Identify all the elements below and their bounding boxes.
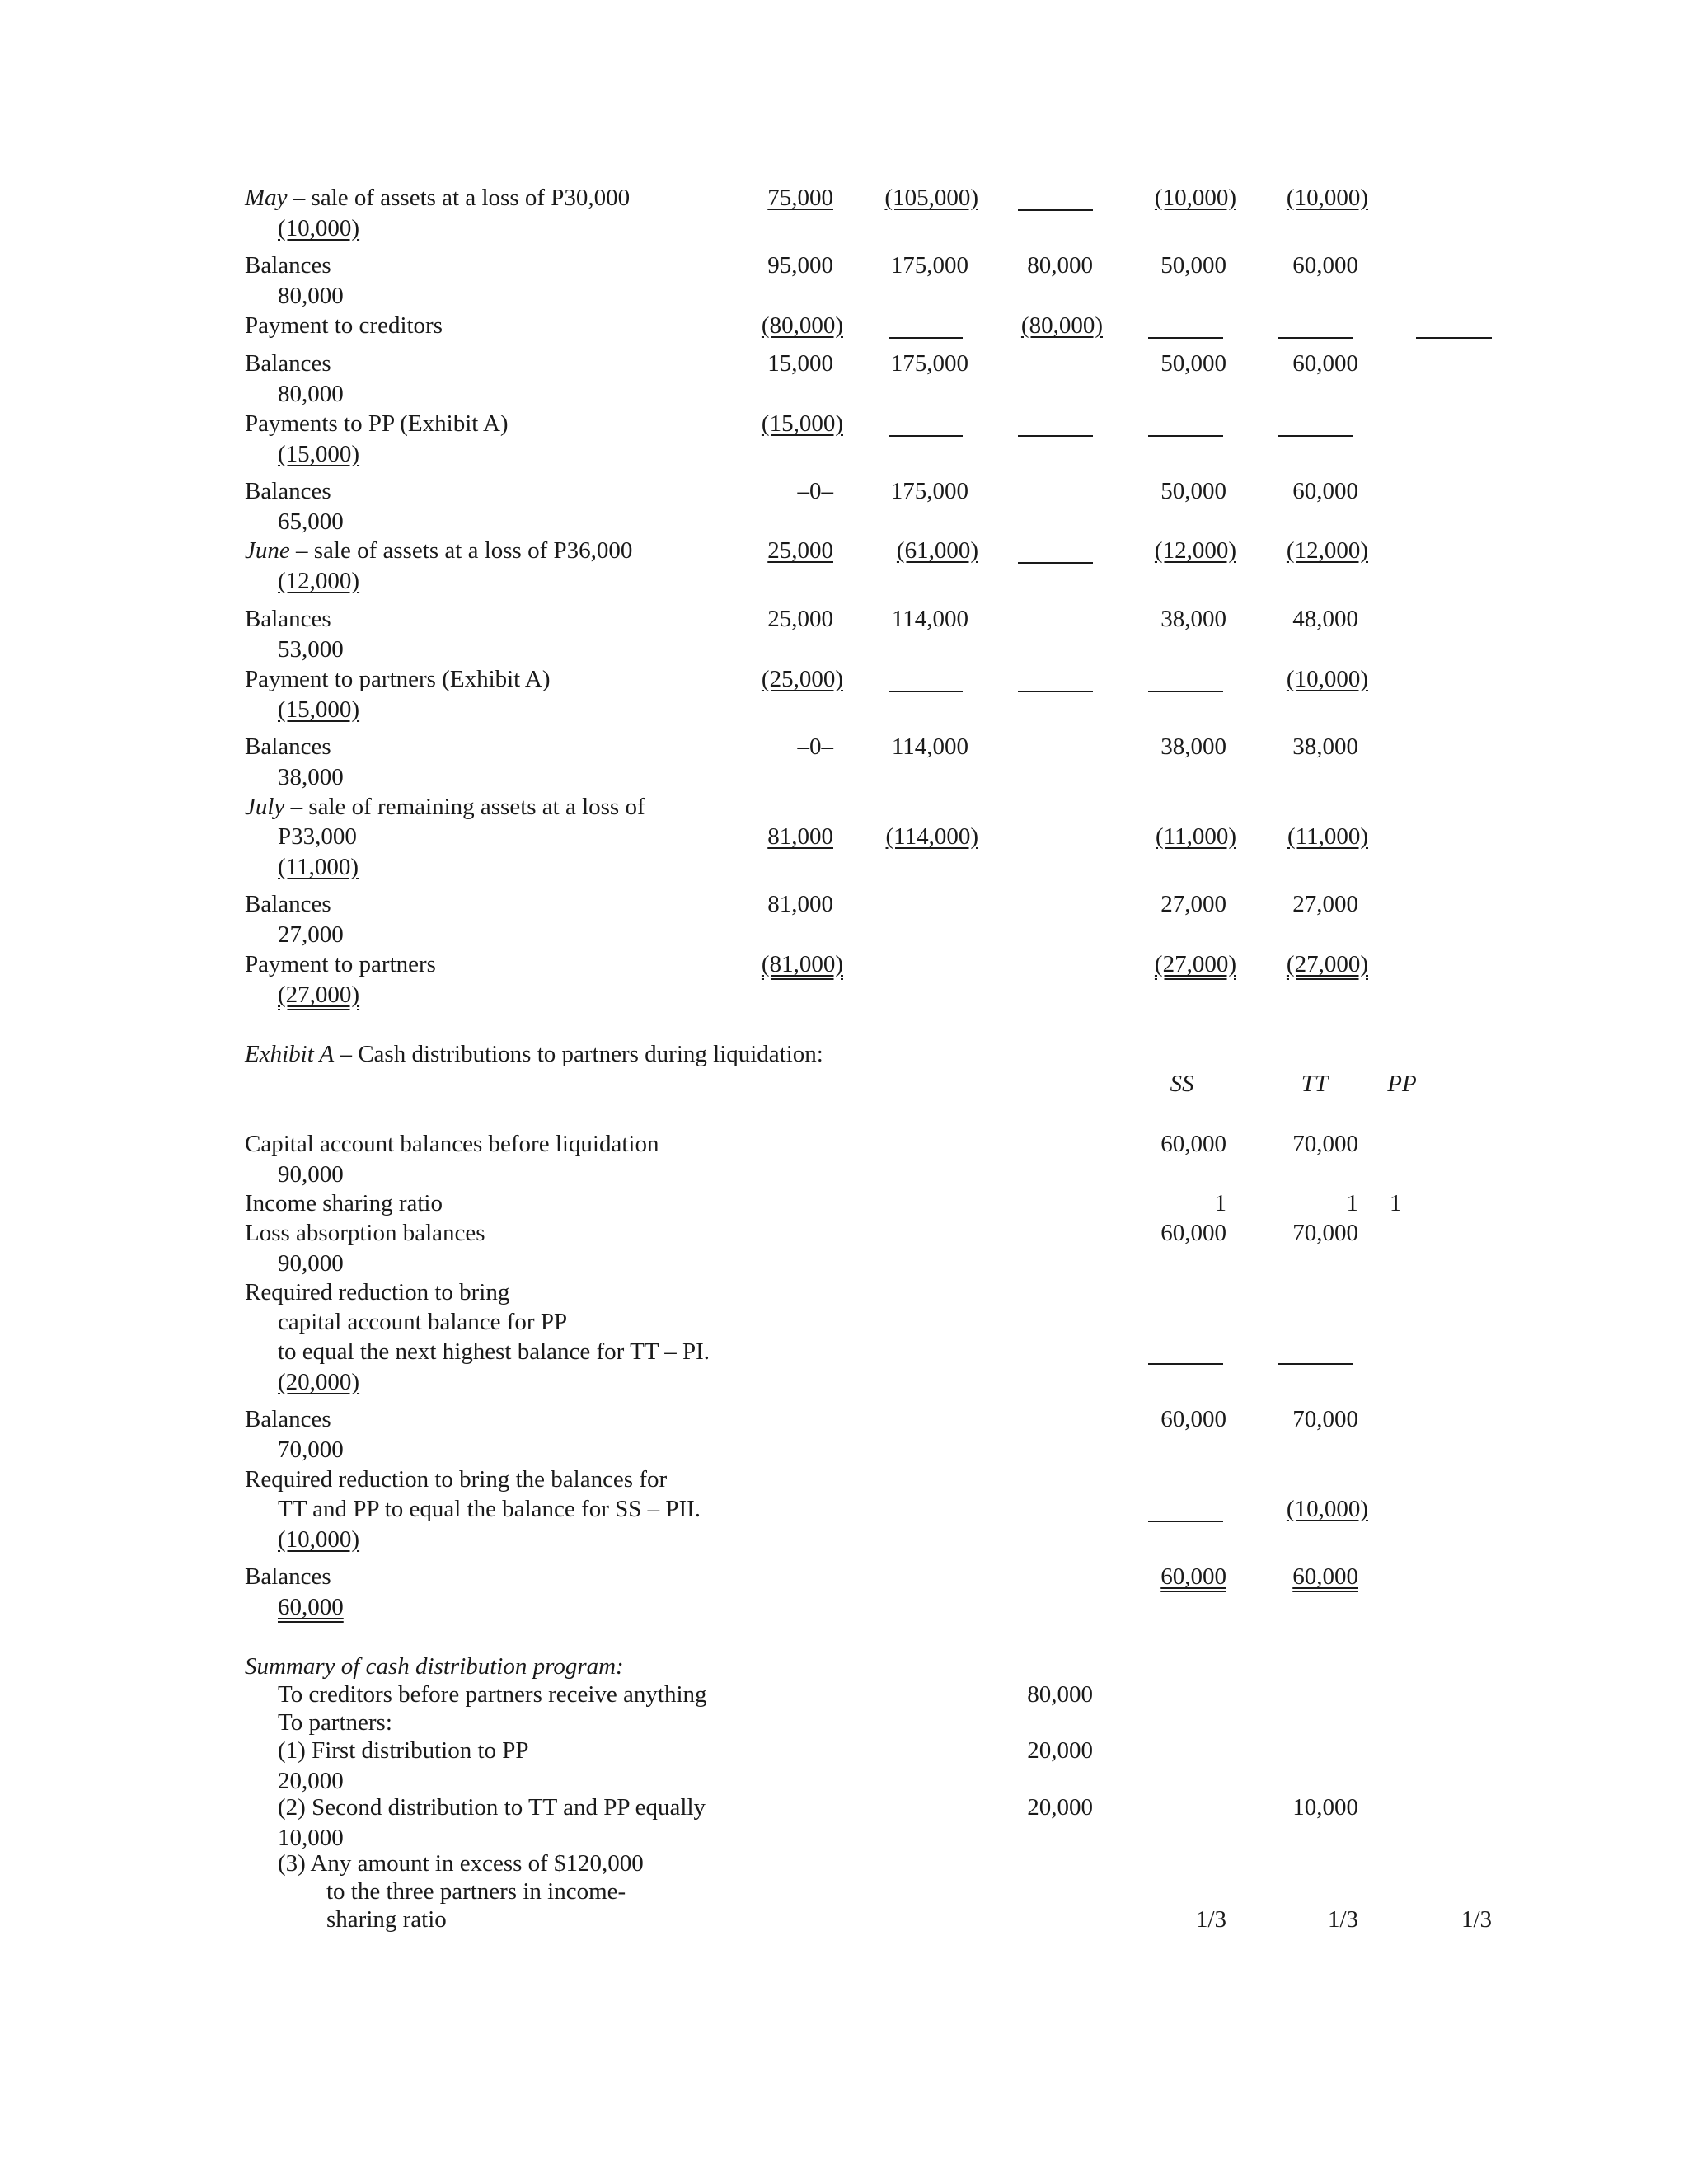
wrapped-value [278, 508, 344, 536]
wrapped-value-text: 27,000 [278, 921, 344, 948]
amount-cell [1121, 823, 1368, 851]
wrapped-value-text: 20,000 [278, 1768, 344, 1794]
label-text: May [245, 185, 288, 211]
row-label [278, 1793, 706, 1821]
row-label [245, 733, 331, 761]
wrapped-value-text: 53,000 [278, 636, 344, 663]
wrapped-value-text: 80,000 [278, 283, 344, 309]
label-text: – sale of assets at a loss of P36,000 [289, 537, 633, 564]
wrapped-value-text: 60,000 [278, 1594, 344, 1620]
wrapped-value-text: (11,000) [278, 854, 359, 880]
wrapped-value [278, 921, 344, 949]
amount-value: 38,000 [1160, 733, 1226, 760]
wrapped-value-text: 65,000 [278, 509, 344, 535]
amount-cell [846, 1680, 1093, 1708]
row-label [245, 1040, 823, 1068]
amount-cell [1245, 1905, 1492, 1933]
label-text: – sale of remaining assets at a loss of [284, 794, 645, 820]
amount-cell [1111, 1130, 1358, 1158]
amount-value: 60,000 [1160, 1131, 1226, 1157]
row-label [278, 1308, 567, 1336]
amount-value: 27,000 [1292, 891, 1358, 917]
amount-cell [1111, 1563, 1358, 1591]
amount-value: –0– [797, 733, 833, 760]
label-text: Payment to partners [245, 951, 436, 977]
row-label [245, 477, 331, 505]
amount-value: (27,000) [1154, 951, 1236, 977]
amount-cell [856, 312, 1103, 340]
label-text: Balances [245, 252, 331, 279]
label-text: Required reduction to bring [245, 1279, 510, 1305]
label-text: To partners: [278, 1709, 392, 1736]
row-label [245, 1652, 624, 1680]
amount-value: (105,000) [884, 185, 978, 211]
amount-value: (10,000) [1286, 666, 1368, 692]
column-header: PP [1387, 1071, 1417, 1097]
label-text: June [245, 537, 290, 564]
row-label [245, 665, 551, 693]
wrapped-value [278, 380, 344, 408]
row-label [278, 823, 357, 851]
amount-cell [596, 950, 843, 978]
wrapped-value [278, 696, 359, 724]
amount-value: 1 [1346, 1190, 1358, 1216]
row-label [245, 890, 331, 918]
row-label [245, 349, 331, 377]
wrapped-value-text: 70,000 [278, 1436, 344, 1463]
wrapped-value [278, 1368, 359, 1396]
amount-value: 95,000 [767, 252, 833, 279]
amount-value: 81,000 [767, 891, 833, 917]
amount-value: 175,000 [890, 478, 968, 504]
amount-cell [1111, 605, 1358, 633]
amount-value: 80,000 [1027, 1681, 1093, 1708]
amount-value: (15,000) [761, 410, 843, 437]
label-text: capital account balance for PP [278, 1309, 568, 1335]
row-label [245, 184, 630, 212]
label-text: Balances [245, 350, 331, 377]
amount-value: (12,000) [1286, 537, 1368, 564]
row-label [245, 1563, 331, 1591]
amount-value: (11,000) [1287, 823, 1368, 850]
amount-value: 15,000 [767, 350, 833, 377]
row-label [278, 1495, 701, 1523]
amount-value: 60,000 [1160, 1563, 1226, 1590]
label-text: P33,000 [278, 823, 357, 850]
label-text: Required reduction to bring the balances for [245, 1466, 668, 1493]
amount-value: (25,000) [761, 666, 843, 692]
wrapped-value [278, 1526, 359, 1554]
label-text: July [245, 794, 285, 820]
amount-value: 50,000 [1160, 252, 1226, 279]
row-label [245, 312, 443, 340]
wrapped-value [278, 1767, 344, 1795]
wrapped-value-text: 38,000 [278, 764, 344, 790]
label-text: Payment to partners (Exhibit A) [245, 666, 551, 692]
label-text: – Cash distributions to partners during liquidation: [334, 1041, 823, 1067]
column-header: TT [1301, 1071, 1329, 1097]
blank-rule [1416, 337, 1492, 339]
wrapped-value [278, 1160, 344, 1188]
label-text: to equal the next highest balance for TT – PI. [278, 1338, 710, 1365]
amount-value: 25,000 [767, 537, 833, 564]
label-text: (1) First distribution to PP [278, 1737, 529, 1764]
amount-value: 1/3 [1327, 1906, 1358, 1933]
wrapped-value [278, 440, 359, 468]
wrapped-value [278, 282, 344, 310]
blank-rule [1148, 337, 1223, 339]
amount-cell [1121, 537, 1368, 565]
wrapped-value [278, 635, 344, 663]
label-text: Summary of cash distribution program: [245, 1653, 624, 1680]
amount-value: 75,000 [767, 185, 833, 211]
amount-value: 70,000 [1292, 1131, 1358, 1157]
amount-cell [1111, 251, 1358, 279]
amount-cell [1121, 1495, 1368, 1523]
amount-cell [596, 410, 843, 438]
blank-rule [1148, 1363, 1223, 1365]
wrapped-value-text: 80,000 [278, 381, 344, 407]
amount-value: 175,000 [890, 350, 968, 377]
amount-value: 1/3 [1461, 1906, 1492, 1933]
row-label [245, 1278, 509, 1306]
amount-value: 70,000 [1292, 1220, 1358, 1246]
amount-value: (27,000) [1286, 951, 1368, 977]
amount-cell [1121, 665, 1368, 693]
wrapped-value-text: (12,000) [278, 568, 360, 594]
row-label [278, 1680, 707, 1708]
row-label [245, 1219, 485, 1247]
row-label [278, 1338, 710, 1366]
amount-cell [721, 349, 968, 377]
row-label [245, 605, 331, 633]
blank-rule [1148, 435, 1223, 437]
amount-value: 60,000 [1160, 1406, 1226, 1432]
label-text: Balances [245, 1406, 331, 1432]
label-text: – sale of assets at a loss of P30,000 [287, 185, 631, 211]
amount-value: 175,000 [890, 252, 968, 279]
wrapped-value [278, 214, 359, 242]
wrapped-value [278, 1249, 344, 1277]
amount-cell [596, 312, 843, 340]
amount-value: 60,000 [1292, 1563, 1358, 1590]
amount-cell [1111, 1405, 1358, 1433]
amount-cell [1111, 1793, 1358, 1821]
label-text: Payments to PP (Exhibit A) [245, 410, 509, 437]
amount-value: (12,000) [1154, 537, 1236, 564]
label-text: Balances [245, 891, 331, 917]
amount-value: 25,000 [767, 606, 833, 632]
label-text: TT and PP to equal the balance for SS – PII. [278, 1496, 701, 1522]
amount-cell [1121, 184, 1368, 212]
amount-value: (10,000) [1286, 185, 1368, 211]
amount-cell [731, 537, 978, 565]
amount-cell [721, 605, 968, 633]
amount-value: –0– [797, 478, 833, 504]
row-label [245, 251, 331, 279]
wrapped-value-text: (20,000) [278, 1369, 360, 1395]
row-label [245, 1189, 443, 1217]
label-text: Loss absorption balances [245, 1220, 485, 1246]
blank-rule [1278, 337, 1353, 339]
amount-value: (11,000) [1156, 823, 1236, 850]
blank-rule [1278, 1363, 1353, 1365]
wrapped-value [278, 1824, 344, 1852]
amount-value: 60,000 [1292, 350, 1358, 377]
row-label [245, 950, 436, 978]
blank-rule [889, 691, 963, 692]
amount-value: 27,000 [1160, 891, 1226, 917]
wrapped-value [278, 1436, 344, 1464]
wrapped-value-text: 10,000 [278, 1825, 344, 1851]
label-text: Income sharing ratio [245, 1190, 443, 1216]
label-text: Exhibit A [245, 1041, 335, 1067]
amount-value: 60,000 [1292, 478, 1358, 504]
label-text: Balances [245, 606, 331, 632]
wrapped-value [278, 853, 359, 881]
amount-value: (10,000) [1286, 1496, 1368, 1522]
wrapped-value-text: 90,000 [278, 1161, 344, 1188]
wrapped-value [278, 981, 359, 1009]
label-text: (3) Any amount in excess of $120,000 [278, 1850, 644, 1877]
wrapped-value-text: (15,000) [278, 696, 360, 723]
amount-cell [721, 733, 968, 761]
blank-rule [1018, 691, 1093, 692]
amount-value: 48,000 [1292, 606, 1358, 632]
row-label [326, 1877, 626, 1905]
amount-cell [1111, 890, 1358, 918]
blank-rule [889, 435, 963, 437]
label-text: To creditors before partners receive anything [278, 1681, 707, 1708]
label-text: Payment to creditors [245, 312, 443, 339]
amount-value: 50,000 [1160, 478, 1226, 504]
amount-cell [846, 1736, 1093, 1765]
wrapped-value-text: 90,000 [278, 1250, 344, 1277]
amount-value: 50,000 [1160, 350, 1226, 377]
amount-value: (10,000) [1154, 185, 1236, 211]
amount-cell [1390, 1189, 1402, 1217]
label-text: Balances [245, 733, 331, 760]
label-text: Balances [245, 1563, 331, 1590]
row-label [278, 1736, 529, 1765]
wrapped-value-text: (10,000) [278, 1526, 360, 1553]
column-header: SS [1170, 1071, 1194, 1097]
amount-value: 60,000 [1160, 1220, 1226, 1246]
row-label [245, 410, 509, 438]
amount-value: 20,000 [1027, 1737, 1093, 1764]
row-label [278, 1708, 392, 1736]
amount-cell [1111, 1219, 1358, 1247]
label-text: to the three partners in income- [326, 1878, 626, 1905]
amount-cell [586, 890, 833, 918]
amount-value: 1/3 [1195, 1906, 1226, 1933]
amount-value: (114,000) [885, 823, 978, 850]
wrapped-value-text: (10,000) [278, 215, 360, 241]
amount-value: (61,000) [896, 537, 978, 564]
blank-rule [1018, 435, 1093, 437]
amount-value: 70,000 [1292, 1406, 1358, 1432]
amount-value: 81,000 [767, 823, 833, 850]
row-label [278, 1849, 644, 1877]
label-text: sharing ratio [326, 1906, 447, 1933]
amount-value: 114,000 [891, 606, 968, 632]
amount-cell [1111, 477, 1358, 505]
label-text: Capital account balances before liquidation [245, 1131, 659, 1157]
amount-value: (80,000) [1020, 312, 1103, 339]
amount-cell [731, 184, 978, 212]
blank-rule [1278, 435, 1353, 437]
wrapped-value-text: (27,000) [278, 982, 360, 1008]
amount-cell [846, 1793, 1093, 1821]
wrapped-value [278, 763, 344, 791]
amount-cell [1121, 950, 1368, 978]
amount-value: 10,000 [1292, 1794, 1358, 1821]
amount-value: 38,000 [1160, 606, 1226, 632]
amount-value: 60,000 [1292, 252, 1358, 279]
wrapped-value [278, 1593, 344, 1621]
amount-value: 114,000 [891, 733, 968, 760]
amount-value: (81,000) [761, 951, 843, 977]
amount-value: 38,000 [1292, 733, 1358, 760]
amount-value: (80,000) [761, 312, 843, 339]
label-text: (2) Second distribution to TT and PP equally [278, 1794, 706, 1821]
row-label [326, 1905, 447, 1933]
row-label [245, 793, 645, 821]
amount-cell [1111, 1189, 1358, 1217]
label-text: Balances [245, 478, 331, 504]
wrapped-value [278, 567, 359, 595]
row-label [245, 1465, 667, 1493]
amount-cell [596, 665, 843, 693]
wrapped-value-text: (15,000) [278, 441, 360, 467]
amount-cell [721, 477, 968, 505]
amount-cell [1111, 349, 1358, 377]
row-label [245, 1405, 331, 1433]
amount-value: 1 [1390, 1190, 1402, 1216]
row-label [245, 537, 632, 565]
row-label [245, 1130, 659, 1158]
amount-value: 1 [1214, 1190, 1226, 1216]
amount-cell [1111, 733, 1358, 761]
amount-value: 80,000 [1027, 252, 1093, 279]
amount-value: 20,000 [1027, 1794, 1093, 1821]
amount-cell [731, 823, 978, 851]
